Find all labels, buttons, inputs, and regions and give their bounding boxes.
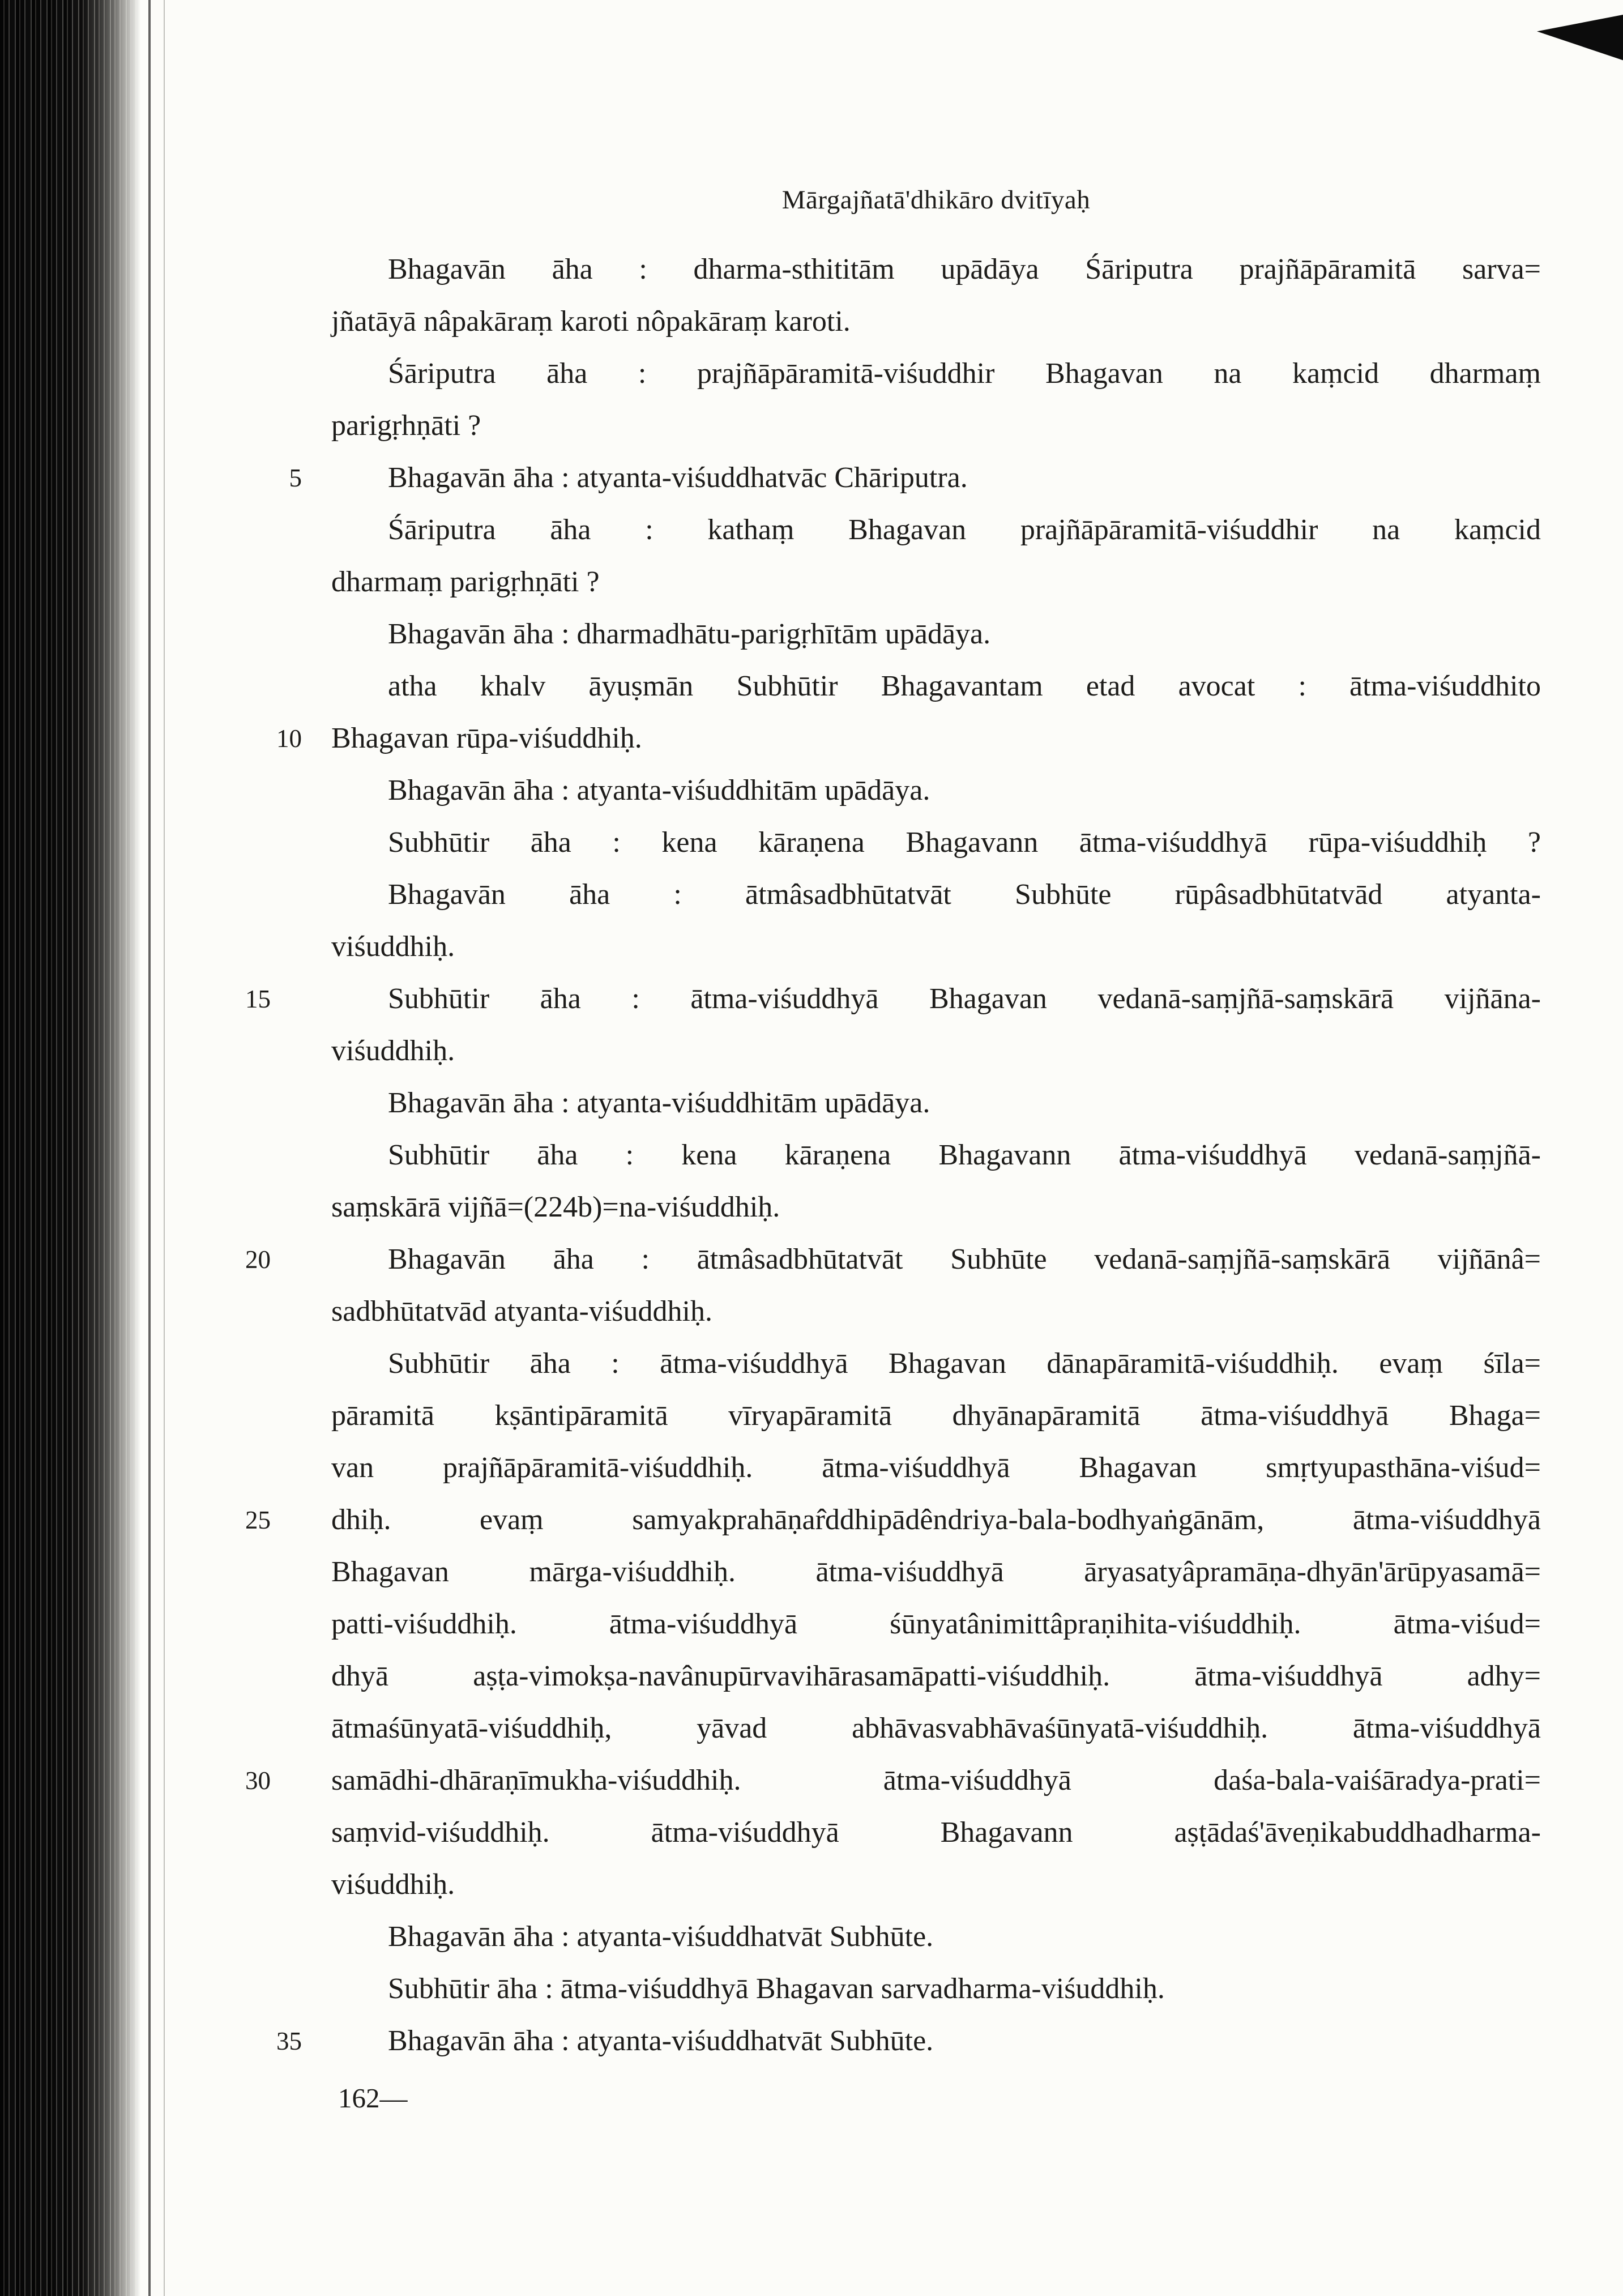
text-line	[289, 452, 1541, 504]
text-line	[331, 556, 1541, 608]
text-line	[331, 1546, 1541, 1598]
text-line	[331, 817, 1541, 869]
line-text: Subhūtir āha : kena kāraṇena Bhagavann ātma-viśuddhyā rūpa-viśuddhiḥ ?	[388, 826, 1541, 859]
text-line	[331, 921, 1541, 973]
line-text: Śāriputra āha : prajñāpāramitā-viśuddhir Bhagavan na kaṃcid dharmaṃ	[388, 357, 1541, 390]
text-line	[331, 244, 1541, 296]
text-line	[245, 1234, 1541, 1286]
text-line	[331, 504, 1541, 556]
line-text: Bhagavan rūpa-viśuddhiḥ.	[331, 722, 642, 754]
text-line	[245, 973, 1541, 1025]
line-number: 5	[289, 464, 302, 492]
line-text: viśuddhiḥ.	[331, 931, 455, 963]
line-text: jñatāyā nâpakāraṃ karoti nôpakāraṃ karoti.	[331, 305, 851, 338]
text-line	[331, 400, 1541, 452]
text-line	[331, 660, 1541, 712]
line-text: pāramitā kṣāntipāramitā vīryapāramitā dhyānapāramitā ātma-viśuddhyā Bhaga=	[331, 1399, 1541, 1432]
text-line	[331, 1650, 1541, 1702]
body-lines	[245, 244, 1541, 2067]
line-text: Bhagavān āha : atyanta-viśuddhatvāc Chāriputra.	[388, 462, 968, 494]
line-number: 35	[276, 2027, 302, 2055]
page-number: 162—	[338, 2082, 408, 2114]
line-text: viśuddhiḥ.	[331, 1035, 455, 1067]
line-text: Bhagavān āha : dharmadhātu-parigṛhītām upādāya.	[388, 618, 991, 650]
line-text: sadbhūtatvād atyanta-viśuddhiḥ.	[331, 1295, 712, 1328]
text-line	[245, 1755, 1541, 1807]
text-line	[331, 296, 1541, 348]
text-line	[331, 1598, 1541, 1650]
line-text: dhyā aṣṭa-vimokṣa-navânupūrvavihārasamāpatti-viśuddhiḥ. ātma-viśuddhyā adhy=	[331, 1660, 1541, 1692]
line-text: dharmaṃ parigṛhṇāti ?	[331, 566, 600, 598]
line-text: Bhagavan mārga-viśuddhiḥ. ātma-viśuddhyā āryasatyâpramāṇa-dhyān'ārūpyasamā=	[331, 1556, 1541, 1588]
line-text: Bhagavān āha : atyanta-viśuddhatvāt Subhūte.	[388, 2025, 934, 2057]
line-number: 15	[245, 985, 271, 1013]
text-line	[331, 1338, 1541, 1390]
line-text: saṃskārā vijñā=(224b)=na-viśuddhiḥ.	[331, 1191, 780, 1223]
text-line	[331, 1077, 1541, 1129]
text-line	[276, 2015, 1541, 2067]
line-text: Bhagavān āha : atyanta-viśuddhatvāt Subhūte.	[388, 1921, 934, 1953]
line-text: Subhūtir āha : ātma-viśuddhyā Bhagavan dānapāramitā-viśuddhiḥ. evaṃ śīla=	[388, 1347, 1541, 1380]
scan-gutter-shadow	[0, 0, 140, 2296]
gutter-streaks	[0, 0, 140, 2296]
chapter-header: Mārgajñatā'dhikāro dvitīyaḥ	[781, 185, 1091, 215]
line-text: Bhagavān āha : atyanta-viśuddhitām upādāya.	[388, 774, 930, 806]
line-text: samādhi-dhāraṇīmukha-viśuddhiḥ. ātma-viśuddhyā daśa-bala-vaiśāradya-prati=	[331, 1764, 1541, 1796]
line-text: patti-viśuddhiḥ. ātma-viśuddhyā śūnyatânimittâpraṇihita-viśuddhiḥ. ātma-viśud=	[331, 1608, 1541, 1640]
line-text: dhiḥ. evaṃ samyakprahāṇar̂ddhipādêndriya-bala-bodhyaṅgānām, ātma-viśuddhyā	[331, 1504, 1541, 1536]
text-line	[331, 1390, 1541, 1442]
line-text: viśuddhiḥ.	[331, 1868, 455, 1901]
line-text: Śāriputra āha : kathaṃ Bhagavan prajñāpāramitā-viśuddhir na kaṃcid	[388, 514, 1541, 546]
text-line	[331, 1181, 1541, 1234]
line-text: ātmaśūnyatā-viśuddhiḥ, yāvad abhāvasvabhāvaśūnyatā-viśuddhiḥ. ātma-viśuddhyā	[331, 1712, 1541, 1744]
line-text: Bhagavān āha : dharma-sthititām upādāya Śāriputra prajñāpāramitā sarva=	[388, 253, 1541, 285]
text-line	[276, 712, 1541, 765]
text-line	[331, 1702, 1541, 1755]
line-number: 20	[245, 1245, 271, 1274]
text-line	[331, 1129, 1541, 1181]
text-line	[331, 1442, 1541, 1494]
line-number: 30	[245, 1766, 271, 1795]
text-line	[331, 869, 1541, 921]
text-line	[331, 348, 1541, 400]
text-line	[331, 1807, 1541, 1859]
text-line	[245, 1494, 1541, 1546]
line-text: van prajñāpāramitā-viśuddhiḥ. ātma-viśuddhyā Bhagavan smṛtyupasthāna-viśud=	[331, 1452, 1541, 1484]
corner-scan-artifact	[1537, 15, 1623, 70]
line-text: parigṛhṇāti ?	[331, 409, 481, 442]
line-text: Bhagavān āha : atyanta-viśuddhitām upādāya.	[388, 1087, 930, 1119]
gutter-vertical-line	[148, 0, 151, 2296]
line-text: Bhagavān āha : ātmâsadbhūtatvāt Subhūte rūpâsadbhūtatvād atyanta-	[388, 878, 1541, 911]
text-line	[331, 1963, 1541, 2015]
text-line	[331, 765, 1541, 817]
line-text: saṃvid-viśuddhiḥ. ātma-viśuddhyā Bhagavann aṣṭādaś'āveṇikabuddhadharma-	[331, 1816, 1541, 1849]
line-text: Subhūtir āha : ātma-viśuddhyā Bhagavan sarvadharma-viśuddhiḥ.	[388, 1973, 1165, 2005]
gutter-vertical-line-faint	[164, 0, 165, 2296]
line-text: Subhūtir āha : kena kāraṇena Bhagavann ātma-viśuddhyā vedanā-saṃjñā-	[388, 1139, 1541, 1171]
text-line	[331, 1911, 1541, 1963]
text-line	[331, 1286, 1541, 1338]
line-number: 10	[276, 724, 302, 753]
line-text: atha khalv āyuṣmān Subhūtir Bhagavantam etad avocat : ātma-viśuddhito	[388, 670, 1541, 702]
text-line	[331, 608, 1541, 660]
text-line	[331, 1859, 1541, 1911]
text-line	[331, 1025, 1541, 1077]
text-block	[245, 180, 1541, 2114]
line-number: 25	[245, 1506, 271, 1534]
line-text: Subhūtir āha : ātma-viśuddhyā Bhagavan vedanā-saṃjñā-saṃskārā vijñāna-	[388, 983, 1541, 1015]
line-text: Bhagavān āha : ātmâsadbhūtatvāt Subhūte vedanā-saṃjñā-saṃskārā vijñānâ=	[388, 1243, 1541, 1275]
